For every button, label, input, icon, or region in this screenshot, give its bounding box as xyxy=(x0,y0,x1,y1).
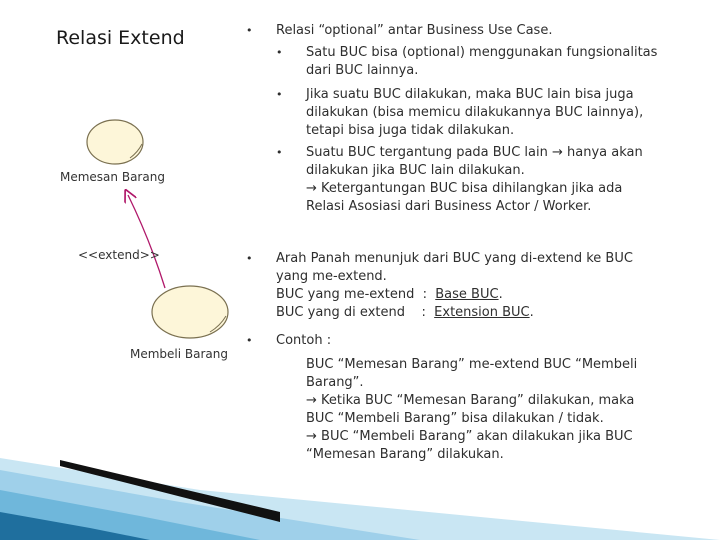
bullet-symbol: • xyxy=(246,252,253,265)
top-usecase-ellipse xyxy=(87,120,143,164)
bullet-symbol: • xyxy=(246,24,253,37)
bullet-symbol: • xyxy=(276,88,283,101)
extend-relation-label: <<extend>> xyxy=(78,248,160,262)
base-buc-suffix: . xyxy=(498,287,503,302)
base-buc-line xyxy=(276,286,633,304)
contoh-line: Barang”. xyxy=(306,375,364,390)
extension-buc-line xyxy=(276,304,633,322)
bottom-usecase-label: Membeli Barang xyxy=(130,347,229,361)
bullet-contoh xyxy=(246,332,331,350)
contoh-line: BUC “Membeli Barang” bisa dilakukan / tidak. xyxy=(306,411,604,426)
bullet-symbol: • xyxy=(276,146,283,159)
base-buc-term: Base BUC xyxy=(435,287,499,302)
contoh-line: → Ketika BUC “Memesan Barang” dilakukan, maka xyxy=(306,393,635,408)
sub-bullet-line: Jika suatu BUC dilakukan, maka BUC lain bisa juga xyxy=(306,87,634,102)
sub-bullet-line: tetapi bisa juga tidak dilakukan. xyxy=(306,123,515,138)
extension-buc-term: Extension BUC xyxy=(434,305,530,320)
footer-decoration xyxy=(0,450,720,540)
sub-bullet-tergantung xyxy=(276,144,643,216)
sub-bullet-line: dilakukan jika BUC lain dilakukan. xyxy=(306,163,525,178)
base-buc-prefix: BUC yang me-extend : xyxy=(276,287,436,302)
sub-bullet-line: Suatu BUC tergantung pada BUC lain → hanya akan xyxy=(306,145,643,160)
sub-bullet-line: dilakukan (bisa memicu dilakukannya BUC lainnya), xyxy=(306,105,644,120)
top-usecase-label: Memesan Barang xyxy=(60,170,165,184)
sub-bullet-line: → Ketergantungan BUC bisa dihilangkan jika ada xyxy=(306,181,623,196)
bullet-arah-panah xyxy=(246,250,633,322)
bullet-line: Arah Panah menunjuk dari BUC yang di-extend ke BUC xyxy=(276,251,633,266)
bullet-text: Relasi “optional” antar Business Use Case. xyxy=(276,23,553,38)
bullet-symbol: • xyxy=(276,46,283,59)
sub-bullet-line: Relasi Asosiasi dari Business Actor / Worker. xyxy=(306,199,592,214)
use-case-diagram xyxy=(40,100,250,380)
contoh-label: Contoh : xyxy=(276,333,332,348)
sub-bullet-jika-dilakukan xyxy=(276,86,643,140)
bullet-line: yang me-extend. xyxy=(276,269,387,284)
contoh-line: BUC “Memesan Barang” me-extend BUC “Membeli xyxy=(306,357,638,372)
sub-bullet-line: dari BUC lainnya. xyxy=(306,63,419,78)
extension-buc-prefix: BUC yang di extend : xyxy=(276,305,435,320)
sub-bullet-line: Satu BUC bisa (optional) menggunakan fungsionalitas xyxy=(306,45,658,60)
bottom-usecase-ellipse xyxy=(152,286,228,338)
bullet-relasi-optional xyxy=(246,22,552,40)
diagram-canvas xyxy=(40,100,250,380)
slide-title: Relasi Extend xyxy=(56,27,185,49)
extension-buc-suffix: . xyxy=(529,305,534,320)
contoh-line: “Memesan Barang” dilakukan. xyxy=(306,447,504,462)
bullet-symbol: • xyxy=(246,334,253,347)
contoh-detail xyxy=(276,356,637,464)
extend-arrow xyxy=(128,195,165,288)
sub-bullet-fungsionalitas xyxy=(276,44,657,80)
contoh-line: → BUC “Membeli Barang” akan dilakukan jika BUC xyxy=(306,429,633,444)
